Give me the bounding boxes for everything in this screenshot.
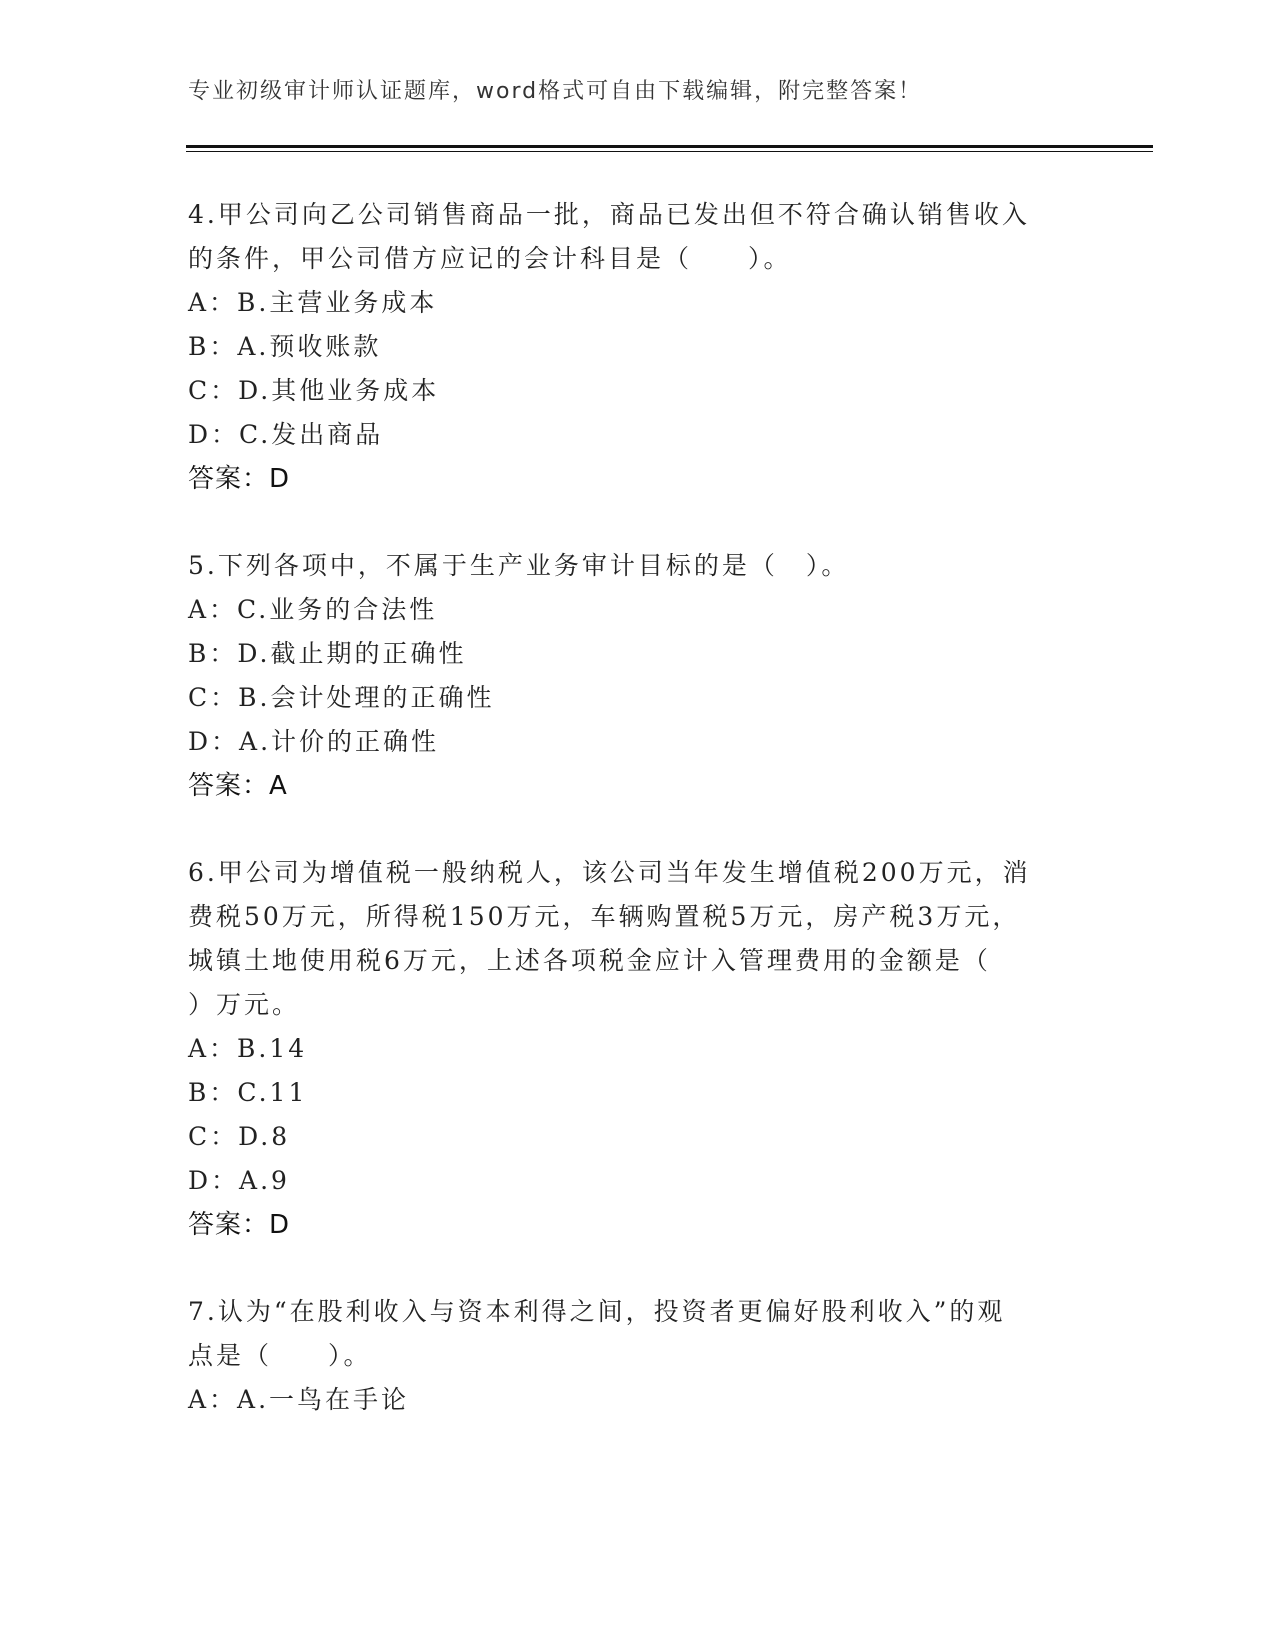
- answer-label: 答案：D: [188, 464, 291, 494]
- option-c: C：D.8: [188, 1122, 291, 1151]
- question-stem-line: 6.甲公司为增值税一般纳税人，该公司当年发生增值税200万元，消: [188, 858, 1031, 887]
- option-a: A：A.一鸟在手论: [188, 1385, 410, 1414]
- option-d: D：C.发出商品: [188, 420, 384, 449]
- question-stem-line: 4.甲公司向乙公司销售商品一批，商品已发出但不符合确认销售收入: [188, 200, 1030, 229]
- header-divider-thick: [186, 145, 1153, 148]
- question-stem-line: 7.认为“在股利收入与资本利得之间，投资者更偏好股利收入”的观: [188, 1297, 1006, 1326]
- option-c: C：B.会计处理的正确性: [188, 683, 495, 712]
- option-b: B：A.预收账款: [188, 332, 382, 361]
- answer-label: 答案：A: [188, 771, 288, 801]
- option-b: B：C.11: [188, 1078, 308, 1107]
- header-text: 专业初级审计师认证题库，word格式可自由下载编辑，附完整答案！: [188, 79, 923, 104]
- question-stem-line: 城镇土地使用税6万元，上述各项税金应计入管理费用的金额是（: [188, 946, 991, 975]
- question-stem-line: 5.下列各项中，不属于生产业务审计目标的是（ ）。: [188, 551, 850, 580]
- option-c: C：D.其他业务成本: [188, 376, 440, 405]
- question-stem-line: 点是（ ）。: [188, 1341, 372, 1370]
- header-divider-thin: [186, 151, 1153, 152]
- answer-label: 答案：D: [188, 1210, 291, 1240]
- question-stem-line: 的条件，甲公司借方应记的会计科目是（ ）。: [188, 244, 792, 273]
- option-d: D：A.计价的正确性: [188, 727, 440, 756]
- option-a: A：B.14: [188, 1034, 308, 1063]
- option-b: B：D.截止期的正确性: [188, 639, 467, 668]
- option-d: D：A.9: [188, 1166, 290, 1195]
- option-a: A：B.主营业务成本: [188, 288, 438, 317]
- option-a: A：C.业务的合法性: [188, 595, 438, 624]
- question-stem-line: 费税50万元，所得税150万元，车辆购置税5万元，房产税3万元，: [188, 902, 1021, 931]
- question-stem-line: ）万元。: [188, 990, 301, 1019]
